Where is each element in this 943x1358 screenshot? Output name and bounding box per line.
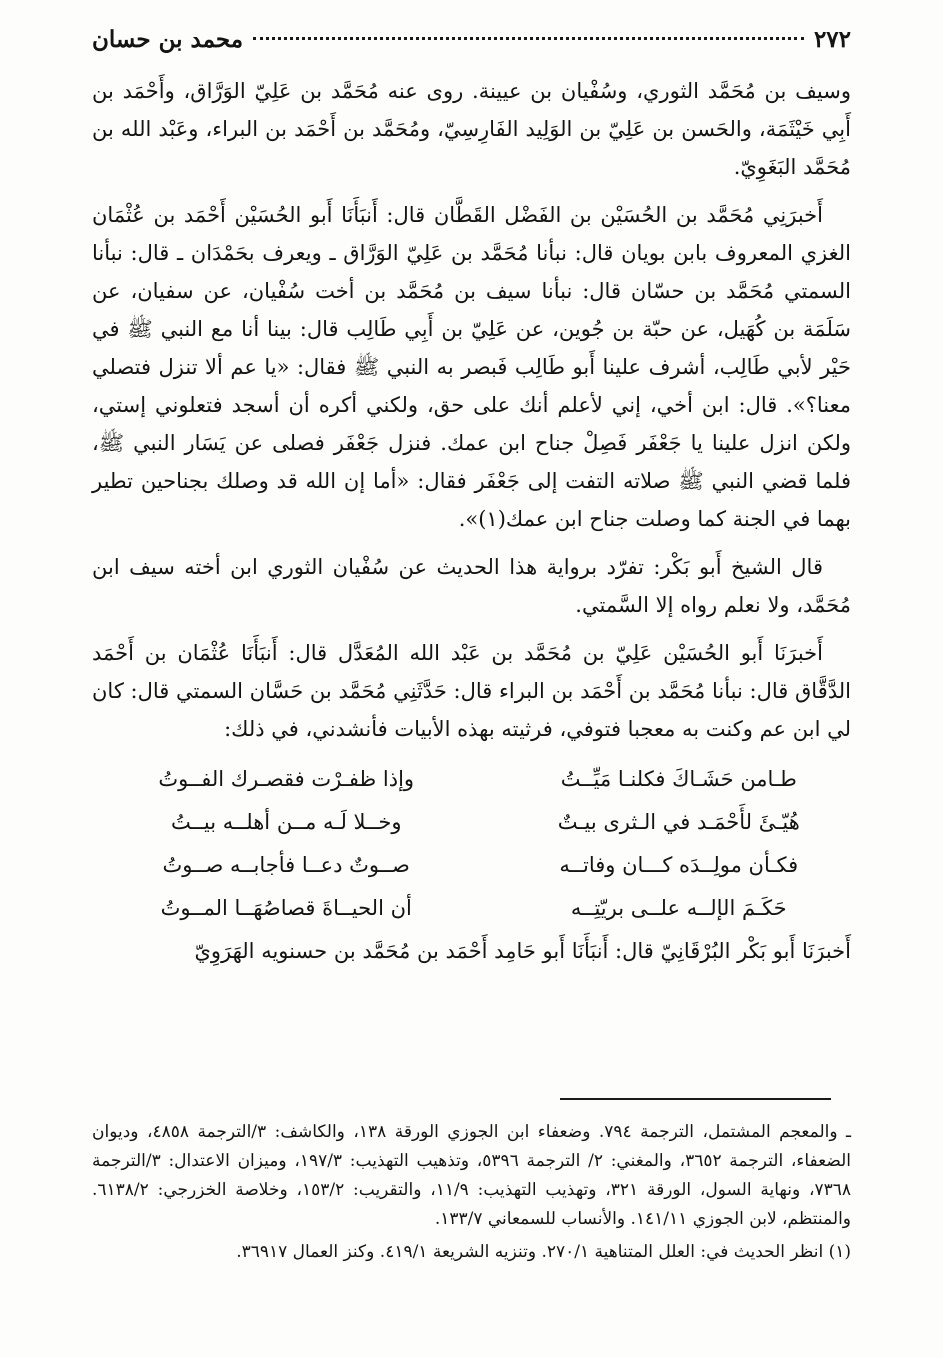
- verse-first-hemistich: حَكَـمَ الإلــه علــى بريّتِــه: [570, 896, 787, 920]
- poem-verse: [92, 844, 851, 887]
- poem-verse: [92, 887, 851, 930]
- running-title: محمد بن حسان: [92, 26, 244, 53]
- footnote-continued: ـ والمعجم المشتمل، الترجمة ٧٩٤. وضعفاء ابن الجوزي الورقة ١٣٨، والكاشف: ٣/الترجمة ٤٨٥٨، وديوان الضعفاء، الترجمة ٣٦٥٢، والمغني: ٢/ الترجمة ٥٣٩٦، وتذهيب التهذيب: ١٩٧/٣، وميزان الاعتدال: ٣/الترجمة ٧٣٦٨، ونهاية السول، الورقة ٣٢١، وتهذيب التهذيب: ١١/٩، والتقريب: ١٥٣/٢، وخلاصة الخزرجي: ٦١٣٨/٢. والمنتظم، لابن الجوزي ١٤١/١١. والأنساب للسمعاني ١٣٣/٧.: [92, 1122, 852, 1229]
- paragraph-3: قال الشيخ أَبو بَكْر: تفرّد برواية هذا الحديث عن سُفْيان الثوري ابن أخته سيف ابن مُحَمَّد، ولا نعلم رواه إلا السَّمتي.: [92, 555, 851, 617]
- paragraph-5: أَخبرَنَا أَبو بَكْر البُرْقَانِيّ قال: أَنبَأَنَا أَبو حَامِد أَحْمَد بن مُحَمَّد بن حسنويه الهَرَوِيّ: [194, 939, 851, 963]
- page-header: [92, 26, 851, 62]
- poem: [92, 758, 851, 930]
- verse-first-hemistich: طـامن حَشَـاكَ فكلنـا مَيِّــتُ: [560, 767, 797, 791]
- poem-verse: [92, 801, 851, 844]
- verse-second-hemistich: صــوتٌ دعــا فأجابــه صــوتُ: [162, 853, 410, 877]
- verse-first-hemistich: فكـأن مولِــدَه كـــان وفاتــه: [559, 853, 799, 877]
- paragraph-4: أَخبرَنَا أَبو الحُسَيْن عَلِيّ بن مُحَمَّد بن عَبْد الله المُعَدَّل قال: أَنبَأَنَا عُثْمَان بن أَحْمَد الدَّقَّاق قال: نبأنا مُحَمَّد بن أَحْمَد بن البراء قال: حَدَّثَنِي مُحَمَّد بن حَسَّان السمتي قال: كان لي ابن عم وكنت به معجبا فتوفي، فرثيته بهذه الأبيات فأنشدني، في ذلك:: [92, 641, 851, 741]
- poem-verse: [92, 758, 851, 801]
- main-text: [92, 72, 851, 980]
- footnotes: [92, 1118, 851, 1267]
- header-dotted-leader: [253, 37, 804, 40]
- verse-second-hemistich: وخــلا لَـه مــن أهلــه بيــتُ: [170, 810, 402, 834]
- verse-second-hemistich: وإذا ظفـرْت فقصـرك الفــوتُ: [158, 767, 415, 791]
- footnote-separator: [560, 1098, 831, 1100]
- footnote-1: (١) انظر الحديث في: العلل المتناهية ٢٧٠/١. وتنزيه الشريعة ٤١٩/١. وكنز العمال ٣٦٩١٧.: [236, 1242, 851, 1262]
- paragraph-1: وسيف بن مُحَمَّد الثوري، وسُفْيان بن عيينة. روى عنه مُحَمَّد بن عَلِيّ الوَرَّاق، وأَحْمَد بن أَبِي خَيْثَمَة، والحَسن بن عَلِيّ بن الوَلِيد الفَارِسِيّ، ومُحَمَّد بن أَحْمَد بن البراء، وعَبْد الله بن مُحَمَّد البَغَوِيّ.: [92, 79, 851, 179]
- paragraph-2: أَخبرَنِي مُحَمَّد بن الحُسَيْن بن الفَضْل القَطَّان قال: أَنبَأَنَا أَبو الحُسَيْن أَحْمَد بن عُثْمَان الغزي المعروف بابن بويان قال: نبأنا مُحَمَّد بن عَلِيّ الوَرَّاق ـ ويعرف بحَمْدَان ـ قال: نبأنا السمتي مُحَمَّد بن حسّان قال: نبأنا سيف بن مُحَمَّد بن أخت سُفْيان، عن سفيان، عن سَلَمَة بن كُهَيل، عن حبّة بن جُوين، عن عَلِيّ بن أَبِي طَالِب قال: بينا أنا مع النبي ﷺ في حَيْر لأبي طَالِب، أشرف علينا أَبو طَالِب فَبصر به النبي ﷺ فقال: «يا عم ألا تنزل فتصلي معنا؟». قال: ابن أخي، إني لأعلم أنك على حق، ولكني أكره أن أسجد فتعلوني إستي، ولكن انزل علينا يا جَعْفَر فَصِلْ جناح ابن عمك. فنزل جَعْفَر فصلى عن يَسَار النبي ﷺ، فلما قضي النبي ﷺ صلاته التفت إلى جَعْفَر فقال: «أما إن الله قد وصلك بجناحين تطير بهما في الجنة كما وصلت جناح ابن عمك(١)».: [92, 203, 851, 531]
- page-number: ٢٧٢: [813, 26, 851, 53]
- verse-first-hemistich: هُيّـئَ لأَحْمَـد في الـثرى بيـتٌ: [557, 810, 800, 834]
- verse-second-hemistich: أن الحيــاةَ قصاصُهَــا المــوتُ: [160, 896, 412, 920]
